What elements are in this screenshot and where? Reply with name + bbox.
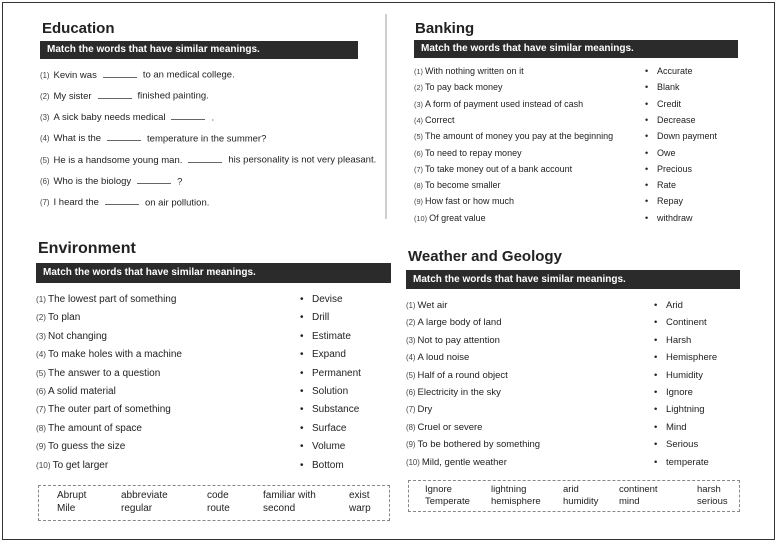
- question-text-before: He is a handsome young man.: [53, 154, 183, 166]
- question-text-before: I heard the: [53, 197, 99, 209]
- item-number: (3): [414, 99, 424, 109]
- question-text-after: to an medical college.: [142, 69, 235, 81]
- bullet: •: [645, 196, 649, 207]
- bullet: •: [654, 387, 658, 398]
- bullet: •: [300, 367, 304, 379]
- banking-option: [645, 196, 683, 206]
- weather-option: [654, 439, 698, 450]
- item-number: (4): [36, 350, 47, 360]
- bullet: •: [300, 349, 304, 361]
- bullet: •: [654, 300, 658, 311]
- education-question: [40, 175, 182, 188]
- education-question: [40, 68, 235, 81]
- item-number: (9): [414, 197, 424, 207]
- bullet: •: [645, 212, 649, 223]
- option-word: temperate: [666, 456, 709, 468]
- item-number: (6): [414, 148, 424, 158]
- bullet: •: [654, 334, 658, 346]
- definition-text: Cruel or severe: [417, 421, 483, 433]
- item-number: (6): [36, 387, 47, 396]
- environment-option: [300, 386, 348, 397]
- option-word: Continent: [666, 317, 707, 329]
- banking-definition: [414, 99, 583, 109]
- education-question: [40, 89, 209, 102]
- definition-text: To become smaller: [425, 180, 501, 191]
- weather-option: [654, 387, 693, 398]
- weather-definition: [406, 317, 502, 328]
- weather-option: [654, 404, 705, 415]
- definition-text: How fast or how much: [425, 196, 515, 207]
- option-word: Harsh: [666, 334, 692, 346]
- option-word: Solution: [312, 386, 349, 397]
- answer-blank[interactable]: [107, 132, 141, 142]
- question-text-after: his personality is not very pleasant.: [228, 154, 377, 166]
- environment-option: [300, 349, 346, 360]
- item-number: (5): [414, 132, 424, 142]
- item-number: (9): [36, 442, 47, 452]
- bullet: •: [300, 330, 304, 342]
- definition-text: A solid material: [48, 386, 116, 397]
- word-bank-word: code: [207, 490, 229, 501]
- environment-option: [300, 441, 345, 452]
- weather-option: [654, 300, 683, 311]
- question-text-after: on air pollution.: [144, 197, 210, 209]
- answer-blank[interactable]: [137, 175, 171, 185]
- option-word: Decrease: [657, 114, 696, 125]
- word-bank-word: mind: [619, 496, 640, 507]
- definition-text: To pay back money: [425, 82, 503, 93]
- environment-definition: [36, 312, 80, 323]
- option-word: Estimate: [312, 330, 351, 342]
- option-word: Precious: [657, 163, 693, 174]
- question-text-before: My sister: [53, 90, 92, 102]
- item-number: (1): [36, 295, 47, 304]
- question-text-after: ?: [177, 176, 183, 188]
- environment-word-bank: [38, 485, 390, 521]
- banking-option: [645, 213, 693, 223]
- word-bank-word: familiar with: [263, 490, 316, 501]
- question-text-before: Who is the biology: [53, 176, 132, 188]
- item-number: (7): [414, 164, 424, 174]
- option-word: Expand: [312, 349, 346, 361]
- banking-section: [412, 20, 742, 230]
- bullet: •: [654, 404, 658, 416]
- question-number: (1): [40, 70, 50, 80]
- weather-title: Weather and Geology: [408, 248, 562, 265]
- banking-definition: [414, 131, 613, 141]
- bullet: •: [645, 114, 649, 125]
- word-bank-word: route: [207, 503, 230, 514]
- weather-option: [654, 317, 707, 328]
- option-word: Hemisphere: [666, 352, 718, 364]
- definition-text: The answer to a question: [48, 367, 161, 379]
- education-question: [40, 153, 376, 166]
- option-word: Serious: [666, 439, 699, 451]
- bullet: •: [300, 404, 304, 416]
- education-question: [40, 196, 209, 209]
- weather-definition: [406, 335, 500, 346]
- banking-option: [645, 82, 680, 92]
- question-number: (3): [40, 113, 50, 123]
- definition-text: The amount of space: [48, 422, 142, 434]
- environment-option: [300, 368, 361, 379]
- answer-blank[interactable]: [103, 68, 137, 78]
- option-word: Credit: [657, 98, 682, 109]
- option-word: Blank: [657, 82, 680, 93]
- option-word: Permanent: [312, 367, 361, 379]
- item-number: (10): [36, 460, 51, 470]
- item-number: (10): [414, 213, 428, 223]
- banking-option: [645, 115, 696, 125]
- banking-option: [645, 164, 692, 174]
- item-number: (3): [406, 335, 416, 345]
- question-number: (2): [40, 91, 50, 101]
- option-word: Accurate: [657, 66, 693, 76]
- environment-instruction-bar: Match the words that have similar meanings.: [36, 263, 391, 283]
- environment-definition: [36, 331, 107, 342]
- education-instruction-bar: Match the words that have similar meanings.: [40, 41, 358, 59]
- environment-section: [36, 240, 396, 525]
- weather-option: [654, 370, 703, 381]
- definition-text: To take money out of a bank account: [425, 163, 573, 174]
- definition-text: A form of payment used instead of cash: [425, 98, 584, 109]
- bullet: •: [645, 131, 649, 142]
- definition-text: Wet air: [417, 300, 448, 311]
- weather-option: [654, 422, 687, 433]
- definition-text: To get larger: [52, 459, 109, 471]
- answer-blank[interactable]: [188, 153, 222, 163]
- definition-text: A large body of land: [417, 317, 502, 329]
- weather-definition: [406, 370, 508, 381]
- option-word: Rate: [657, 180, 677, 191]
- environment-title: Environment: [38, 240, 136, 257]
- banking-definition: [414, 164, 572, 174]
- banking-instruction-bar: Match the words that have similar meanings.: [414, 40, 738, 58]
- word-bank-word: serious: [697, 496, 728, 507]
- word-bank-word: Mile: [57, 503, 76, 514]
- environment-option: [300, 460, 344, 471]
- banking-definition: [414, 82, 503, 92]
- definition-text: Mild, gentle weather: [421, 456, 507, 468]
- word-bank-word: humidity: [563, 496, 599, 507]
- option-word: Surface: [312, 422, 347, 434]
- word-bank-word: continent: [619, 484, 658, 495]
- bullet: •: [645, 98, 649, 109]
- item-number: (7): [36, 405, 47, 415]
- definition-text: Not to pay attention: [417, 334, 500, 346]
- weather-definition: [406, 352, 469, 363]
- banking-definition: [414, 213, 486, 223]
- environment-definition: [36, 349, 182, 360]
- option-word: Humidity: [666, 369, 703, 381]
- bullet: •: [300, 294, 304, 305]
- bullet: •: [645, 180, 649, 191]
- definition-text: With nothing written on it: [425, 66, 524, 76]
- word-bank-word: regular: [121, 503, 153, 514]
- word-bank-word: second: [263, 503, 296, 514]
- environment-definition: [36, 423, 142, 434]
- environment-option: [300, 331, 351, 342]
- environment-option: [300, 404, 359, 415]
- environment-definition: [36, 460, 108, 471]
- banking-definition: [414, 115, 455, 125]
- banking-definition: [414, 148, 522, 158]
- answer-blank[interactable]: [171, 111, 205, 121]
- banking-option: [645, 180, 676, 190]
- option-word: Substance: [312, 404, 360, 416]
- question-text-before: A sick baby needs medical: [53, 112, 166, 124]
- item-number: (4): [406, 353, 416, 363]
- bullet: •: [300, 422, 304, 434]
- column-divider: [385, 14, 387, 219]
- definition-text: Not changing: [48, 330, 107, 342]
- weather-definition: [406, 300, 447, 311]
- bullet: •: [654, 352, 658, 364]
- definition-text: Dry: [417, 404, 433, 416]
- item-number: (9): [406, 440, 416, 450]
- bullet: •: [645, 163, 649, 174]
- banking-title: Banking: [415, 20, 475, 37]
- weather-definition: [406, 457, 507, 468]
- word-bank-word: Ignore: [425, 484, 452, 495]
- question-number: (4): [40, 134, 50, 144]
- banking-definition: [414, 180, 501, 190]
- option-word: Lightning: [666, 404, 705, 416]
- weather-definition: [406, 422, 482, 433]
- item-number: (8): [414, 181, 424, 191]
- environment-definition: [36, 441, 125, 452]
- weather-section: [404, 248, 744, 513]
- item-number: (5): [406, 370, 416, 380]
- option-word: Down payment: [657, 131, 718, 142]
- definition-text: The outer part of something: [48, 404, 171, 416]
- question-text-after: temperature in the summer?: [147, 133, 267, 145]
- bullet: •: [654, 421, 658, 433]
- question-number: (5): [40, 155, 50, 165]
- item-number: (7): [406, 405, 416, 415]
- option-word: withdraw: [657, 212, 693, 223]
- environment-option: [300, 423, 346, 434]
- item-number: (1): [406, 301, 416, 310]
- item-number: (2): [406, 318, 416, 328]
- weather-word-bank: [408, 480, 740, 512]
- definition-text: The lowest part of something: [48, 294, 177, 305]
- option-word: Arid: [666, 300, 683, 311]
- item-number: (1): [414, 67, 424, 76]
- bullet: •: [654, 369, 658, 381]
- definition-text: To make holes with a machine: [48, 349, 182, 361]
- education-section: [38, 20, 383, 220]
- word-bank-word: Abrupt: [57, 490, 87, 501]
- banking-option: [645, 66, 693, 76]
- definition-text: To be bothered by something: [417, 439, 541, 451]
- weather-definition: [406, 387, 501, 398]
- definition-text: Electricity in the sky: [417, 387, 501, 398]
- bullet: •: [300, 312, 304, 324]
- word-bank-word: arid: [563, 484, 579, 495]
- weather-definition: [406, 404, 432, 415]
- weather-option: [654, 457, 709, 468]
- definition-text: A loud noise: [417, 352, 470, 364]
- option-word: Owe: [657, 147, 676, 158]
- weather-option: [654, 335, 691, 346]
- question-text-after: finished painting.: [137, 90, 209, 102]
- word-bank-word: Temperate: [425, 496, 470, 507]
- option-word: Devise: [312, 294, 343, 305]
- bullet: •: [654, 317, 658, 329]
- item-number: (4): [414, 115, 424, 125]
- item-number: (10): [406, 457, 420, 467]
- definition-text: To plan: [48, 312, 81, 324]
- word-bank-word: harsh: [697, 484, 721, 495]
- word-bank-word: abbreviate: [121, 490, 168, 501]
- word-bank-word: hemisphere: [491, 496, 541, 507]
- weather-option: [654, 352, 717, 363]
- item-number: (3): [36, 331, 47, 341]
- definition-text: Of great value: [429, 212, 486, 223]
- question-text-after: .: [211, 112, 215, 124]
- option-word: Ignore: [666, 387, 693, 398]
- environment-option: [300, 312, 329, 323]
- bullet: •: [645, 147, 649, 158]
- definition-text: To guess the size: [48, 441, 126, 453]
- banking-option: [645, 148, 676, 158]
- item-number: (8): [36, 423, 47, 433]
- option-word: Drill: [312, 312, 330, 324]
- banking-option: [645, 131, 717, 141]
- bullet: •: [654, 456, 658, 468]
- definition-text: Correct: [425, 114, 455, 125]
- banking-definition: [414, 66, 524, 76]
- answer-blank[interactable]: [98, 89, 132, 99]
- question-number: (6): [40, 177, 50, 187]
- word-bank-word: lightning: [491, 484, 527, 495]
- bullet: •: [645, 66, 649, 76]
- banking-option: [645, 99, 681, 109]
- bullet: •: [300, 459, 304, 471]
- environment-definition: [36, 386, 116, 397]
- bullet: •: [645, 82, 649, 93]
- option-word: Repay: [657, 196, 684, 207]
- environment-definition: [36, 294, 176, 305]
- option-word: Bottom: [312, 459, 344, 471]
- environment-definition: [36, 368, 160, 379]
- environment-option: [300, 294, 343, 305]
- definition-text: To need to repay money: [425, 147, 522, 158]
- word-bank-word: exist: [349, 490, 370, 501]
- weather-instruction-bar: Match the words that have similar meanings.: [406, 270, 740, 289]
- question-text-before: What is the: [53, 133, 102, 145]
- education-question: [40, 132, 266, 145]
- option-word: Mind: [666, 421, 687, 433]
- bullet: •: [300, 386, 304, 397]
- item-number: (2): [36, 313, 47, 323]
- question-number: (7): [40, 198, 50, 208]
- banking-definition: [414, 196, 514, 206]
- option-word: Volume: [312, 441, 346, 453]
- bullet: •: [300, 441, 304, 453]
- weather-definition: [406, 439, 540, 450]
- education-title: Education: [42, 20, 115, 37]
- definition-text: Half of a round object: [417, 369, 508, 381]
- item-number: (6): [406, 388, 416, 397]
- environment-definition: [36, 404, 171, 415]
- word-bank-word: warp: [349, 503, 371, 514]
- education-question: [40, 111, 214, 124]
- item-number: (8): [406, 422, 416, 432]
- definition-text: The amount of money you pay at the beginning: [425, 131, 614, 142]
- question-text-before: Kevin was: [53, 69, 97, 81]
- item-number: (2): [414, 83, 424, 93]
- item-number: (5): [36, 368, 47, 378]
- bullet: •: [654, 439, 658, 451]
- answer-blank[interactable]: [105, 196, 139, 206]
